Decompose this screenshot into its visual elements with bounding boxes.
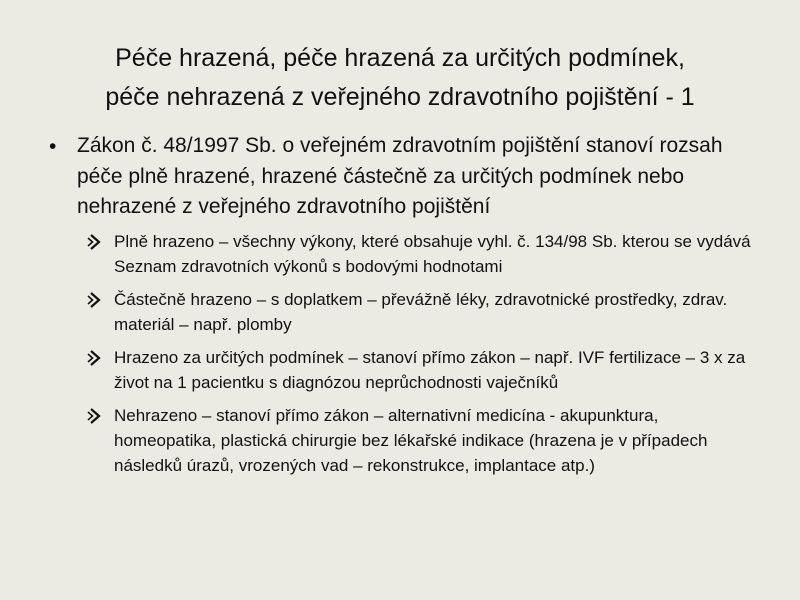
sub-bullet-text: Částečně hrazeno – s doplatkem – převážně léky, zdravotnické prostředky, zdrav. materiál – např. plomby <box>114 289 728 334</box>
sub-bullet-text: Plně hrazeno – všechny výkony, které obsahuje vyhl. č. 134/98 Sb. kterou se vydává Seznam zdravotních výkonů s bodovými hodnotami <box>114 231 751 276</box>
sub-bullet-item <box>87 229 764 279</box>
slide-title-line-1: Péče hrazená, péče hrazená za určitých podmínek, <box>115 44 685 72</box>
sub-bullet-item <box>87 287 764 337</box>
bullet-dot-icon: • <box>49 135 57 158</box>
main-bullet-item <box>49 131 764 478</box>
main-bullet-text: Zákon č. 48/1997 Sb. o veřejném zdravotním pojištění stanoví rozsah péče plně hrazené, hrazené částečně za určitých podmínek nebo nehrazené z veřejného zdravotního pojištění <box>77 134 723 218</box>
sub-bullet-list <box>87 229 764 478</box>
arrow-bullet-icon <box>87 233 105 251</box>
arrow-bullet-icon <box>87 291 105 309</box>
sub-bullet-item <box>87 345 764 395</box>
bullet-list <box>49 131 764 486</box>
arrow-bullet-icon <box>87 407 105 425</box>
slide-title <box>40 39 760 117</box>
arrow-bullet-icon <box>87 349 105 367</box>
sub-bullet-text: Hrazeno za určitých podmínek – stanoví přímo zákon – např. IVF fertilizace – 3 x za život na 1 pacientku s diagnózou neprůchodnosti vaječníků <box>114 347 746 392</box>
slide-title-line-2: péče nehrazená z veřejného zdravotního pojištění - 1 <box>105 83 695 111</box>
sub-bullet-text: Nehrazeno – stanoví přímo zákon – alternativní medicína - akupunktura, homeopatika, plastická chirurgie bez lékařské indikace (hrazena je v případech následků úrazů, vrozených vad – rekonstrukce, implantace atp.) <box>114 405 708 475</box>
sub-bullet-item <box>87 403 764 478</box>
